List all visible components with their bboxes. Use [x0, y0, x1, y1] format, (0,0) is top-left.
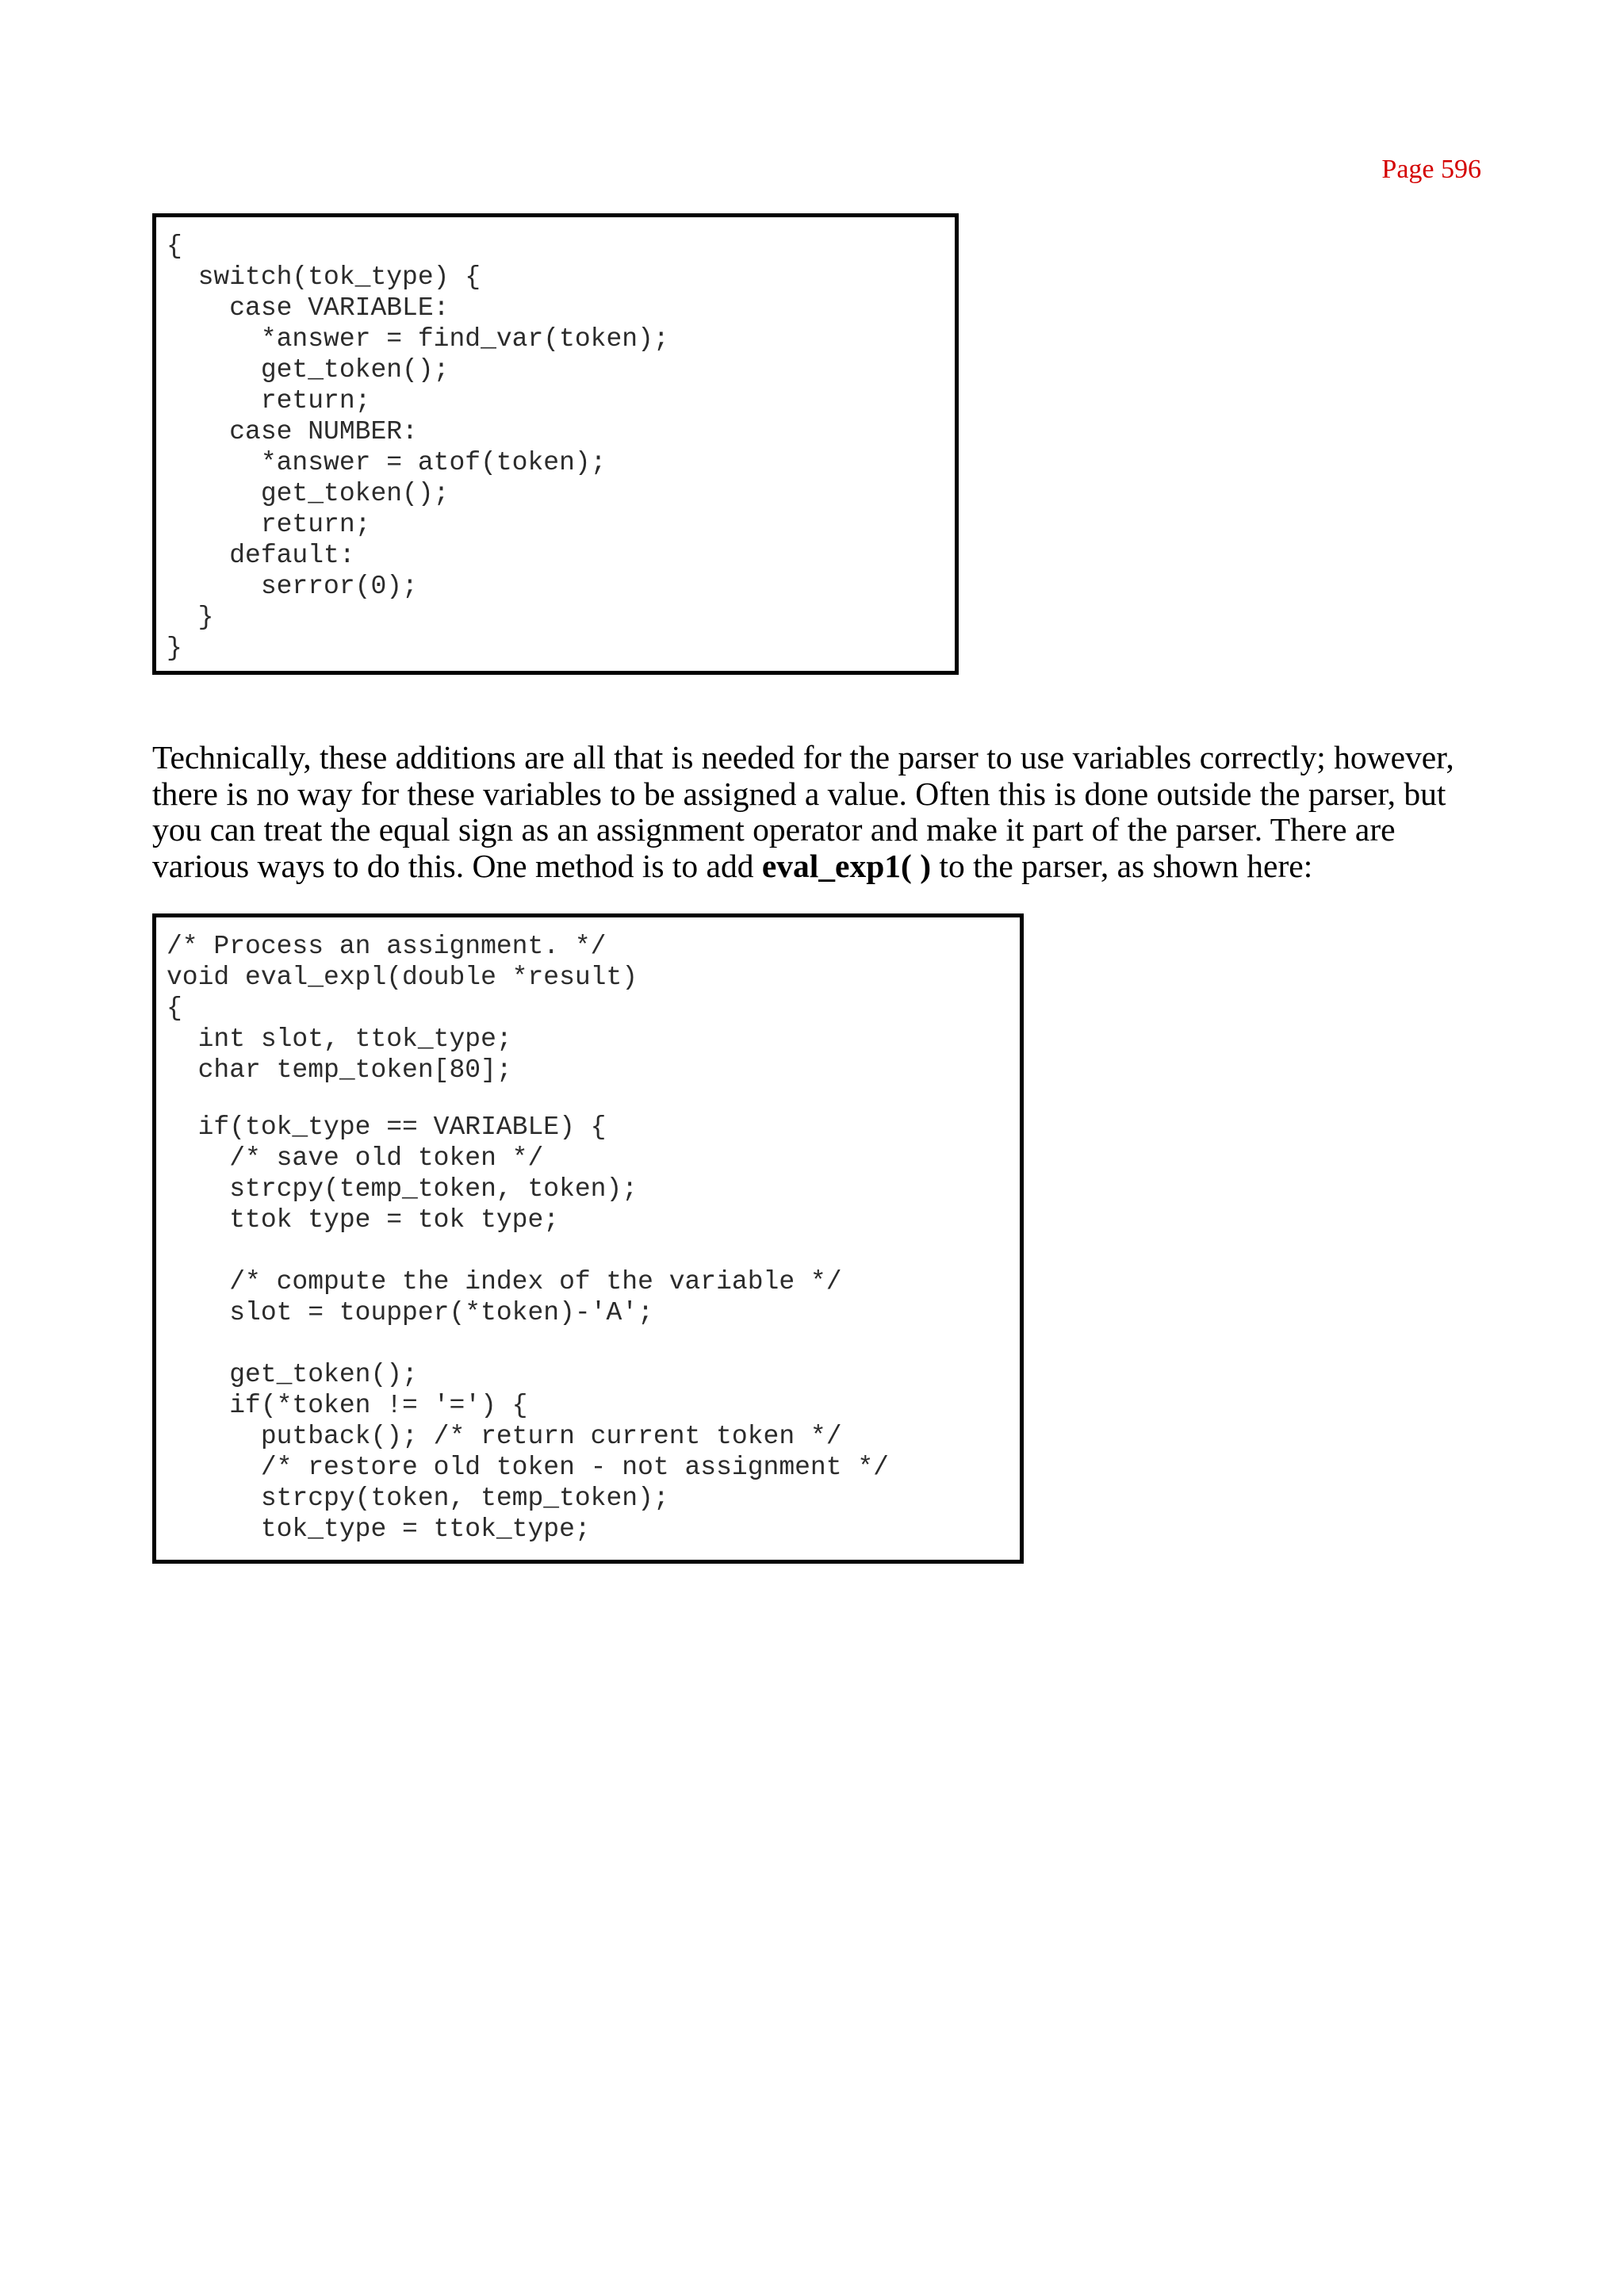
code-block-2 [152, 913, 1024, 1564]
code-line: slot = toupper(*token)-'A'; [167, 1298, 653, 1327]
code-line-blank [167, 1235, 1020, 1266]
code-line: get_token(); [167, 1360, 418, 1389]
code-line: putback(); /* return current token */ [167, 1422, 842, 1451]
code-line: void eval_expl(double *result) [167, 963, 638, 992]
code-line: get_token(); [167, 479, 450, 508]
code-line-blank [167, 1086, 1020, 1112]
code-line: serror(0); [167, 572, 418, 601]
code-line: /* compute the index of the variable */ [167, 1267, 842, 1296]
code-line: switch(tok_type) { [167, 262, 481, 292]
code-line: get_token(); [167, 355, 450, 385]
body-paragraph [152, 740, 1500, 884]
code-line: } [167, 634, 182, 663]
code-line: *answer = find_var(token); [167, 324, 669, 354]
paragraph-text-after: to the parser, as shown here: [931, 847, 1313, 884]
code-line: strcpy(temp_token, token); [167, 1174, 638, 1204]
code-line: case NUMBER: [167, 417, 418, 446]
code-line: tok_type = ttok_type; [167, 1515, 591, 1544]
code-line: if(tok_type == VARIABLE) { [167, 1113, 607, 1142]
code-line: char temp_token[80]; [167, 1055, 512, 1085]
code-line: ttok type = tok type; [167, 1205, 560, 1235]
page-number: Page 596 [1381, 155, 1481, 184]
function-name-bold: eval_exp1( ) [761, 847, 932, 884]
code-line: default: [167, 541, 355, 570]
code-line: return; [167, 510, 371, 539]
code-line: case VARIABLE: [167, 293, 450, 323]
code-line: } [167, 603, 214, 632]
code-line: if(*token != '=') { [167, 1391, 528, 1420]
code-line: /* save old token */ [167, 1143, 544, 1173]
code-line-blank [167, 1328, 1020, 1359]
code-line: /* restore old token - not assignment */ [167, 1453, 889, 1482]
code-block-1 [152, 213, 959, 675]
code-line: /* Process an assignment. */ [167, 932, 607, 961]
code-line: return; [167, 386, 371, 416]
code-line: int slot, ttok_type; [167, 1024, 512, 1054]
code-line: { [167, 994, 182, 1023]
code-line: strcpy(token, temp_token); [167, 1484, 669, 1513]
code-line: *answer = atof(token); [167, 448, 607, 477]
code-line: { [167, 232, 182, 261]
paragraph-text-before: Technically, these additions are all that is needed for the parser to use variables correctly; however, there is no way for these variables to be assigned a value. Often this is done outside the parser, but you can treat the equal sign as an assignment operator and make it part of the parser. There are various ways to do this. One method is to add [152, 739, 1454, 884]
